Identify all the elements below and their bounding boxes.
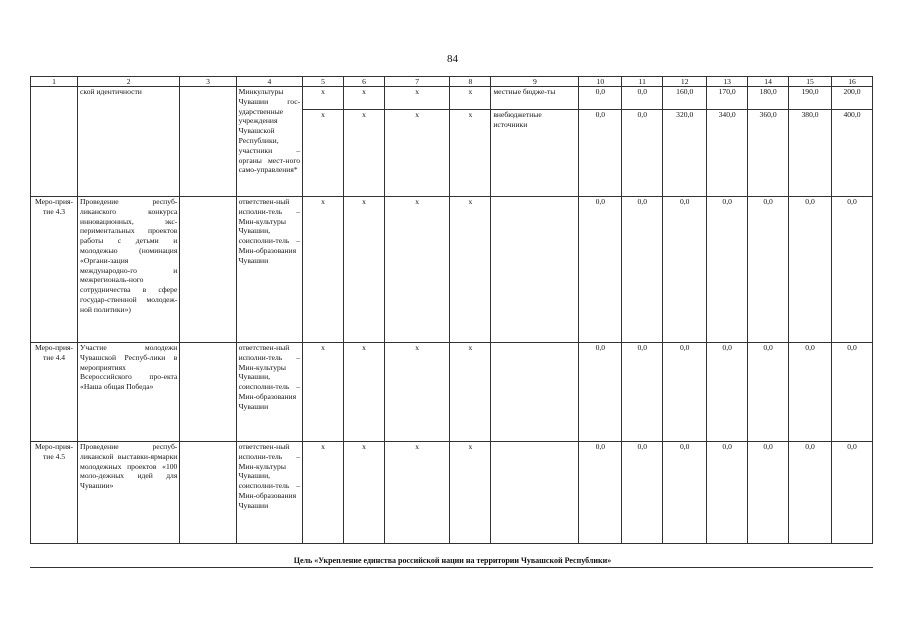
funding-source	[491, 442, 579, 544]
value-cell: 0,0	[622, 87, 663, 110]
cell-c5: x	[303, 442, 344, 544]
table-row	[31, 343, 873, 442]
value-cell: 0,0	[789, 442, 832, 544]
value-cell: 0,0	[663, 197, 707, 343]
value-cell: 200,0	[832, 87, 873, 110]
event-name: Участие молодежи Чувашской Респуб-лики в мероприятиях Всероссийского про-екта «Наша общая Победа»	[78, 343, 180, 442]
value-cell: 0,0	[707, 343, 748, 442]
event-executor: Минкультуры Чувашии гос-ударственные учреждения Чувашской Республики, участники – органы мест-ного само-управления*	[236, 87, 303, 197]
program-table	[30, 76, 873, 544]
value-cell: 0,0	[832, 442, 873, 544]
event-name: Проведение респуб-ликанской выставки-ярмарки молодежных проектов «100 моло-дежных идей для Чувашии»	[78, 442, 180, 544]
event-executor: ответствен-ный исполни-тель – Мин-культуры Чувашии, соисполни-тель – Мин-образования Чувашии	[236, 197, 303, 343]
value-cell: 0,0	[663, 442, 707, 544]
value-cell: 0,0	[789, 197, 832, 343]
cell-c8: x	[450, 87, 491, 110]
cell-c5: x	[303, 110, 344, 197]
column-header: 15	[789, 77, 832, 87]
column-header: 7	[384, 77, 449, 87]
column-header: 6	[344, 77, 385, 87]
value-cell: 0,0	[748, 442, 789, 544]
table-row	[31, 197, 873, 343]
cell-c7: x	[384, 110, 449, 197]
value-cell: 0,0	[622, 442, 663, 544]
cell-c6: x	[344, 442, 385, 544]
funding-source: местные бюдже-ты	[491, 87, 579, 110]
column-header: 11	[622, 77, 663, 87]
event-col3	[180, 87, 236, 197]
value-cell: 0,0	[579, 197, 622, 343]
value-cell: 0,0	[622, 343, 663, 442]
column-header: 13	[707, 77, 748, 87]
value-cell: 0,0	[579, 442, 622, 544]
column-header: 8	[450, 77, 491, 87]
cell-c6: x	[344, 87, 385, 110]
table-row	[31, 87, 873, 110]
value-cell: 380,0	[789, 110, 832, 197]
cell-c8: x	[450, 442, 491, 544]
event-col3	[180, 442, 236, 544]
column-header: 12	[663, 77, 707, 87]
cell-c7: x	[384, 442, 449, 544]
cell-c7: x	[384, 343, 449, 442]
divider	[30, 567, 873, 568]
event-name: ской идентичности	[78, 87, 180, 197]
funding-source	[491, 197, 579, 343]
event-id: Меро-прия-тие 4.4	[31, 343, 78, 442]
funding-source	[491, 343, 579, 442]
value-cell: 0,0	[663, 343, 707, 442]
event-id: Меро-прия-тие 4.3	[31, 197, 78, 343]
value-cell: 160,0	[663, 87, 707, 110]
event-col3	[180, 343, 236, 442]
value-cell: 0,0	[579, 110, 622, 197]
value-cell: 180,0	[748, 87, 789, 110]
table-row	[31, 442, 873, 544]
event-col3	[180, 197, 236, 343]
value-cell: 170,0	[707, 87, 748, 110]
value-cell: 0,0	[579, 87, 622, 110]
cell-c8: x	[450, 197, 491, 343]
value-cell: 0,0	[832, 343, 873, 442]
event-name: Проведение респуб-ликанского конкурса инновационных, экс-периментальных проектов работы с детьми и молодежью (номинация «Органи-зация международно-го и межрегиональ-ного сотрудничества в сфере государ-ственной молодеж-ной политики»)	[78, 197, 180, 343]
value-cell: 0,0	[748, 197, 789, 343]
cell-c6: x	[344, 343, 385, 442]
value-cell: 340,0	[707, 110, 748, 197]
column-header: 3	[180, 77, 236, 87]
cell-c5: x	[303, 87, 344, 110]
cell-c5: x	[303, 197, 344, 343]
column-header: 2	[78, 77, 180, 87]
event-executor: ответствен-ный исполни-тель – Мин-культуры Чувашии, соисполни-тель – Мин-образования Чувашии	[236, 343, 303, 442]
value-cell: 0,0	[748, 343, 789, 442]
cell-c8: x	[450, 110, 491, 197]
cell-c6: x	[344, 110, 385, 197]
page-number: 84	[447, 53, 458, 65]
value-cell: 400,0	[832, 110, 873, 197]
column-header: 16	[832, 77, 873, 87]
column-header: 1	[31, 77, 78, 87]
value-cell: 320,0	[663, 110, 707, 197]
column-header: 14	[748, 77, 789, 87]
cell-c8: x	[450, 343, 491, 442]
cell-c5: x	[303, 343, 344, 442]
value-cell: 0,0	[789, 343, 832, 442]
goal-heading: Цель «Укрепление единства российской нации на территории Чувашской Республики»	[293, 556, 612, 565]
column-number-row	[31, 77, 873, 87]
value-cell: 0,0	[832, 197, 873, 343]
cell-c7: x	[384, 197, 449, 343]
cell-c6: x	[344, 197, 385, 343]
event-id	[31, 87, 78, 197]
value-cell: 0,0	[622, 197, 663, 343]
column-header: 9	[491, 77, 579, 87]
value-cell: 360,0	[748, 110, 789, 197]
value-cell: 190,0	[789, 87, 832, 110]
cell-c7: x	[384, 87, 449, 110]
column-header: 5	[303, 77, 344, 87]
funding-source: внебюджетные источники	[491, 110, 579, 197]
value-cell: 0,0	[707, 197, 748, 343]
event-id: Меро-прия-тие 4.5	[31, 442, 78, 544]
value-cell: 0,0	[579, 343, 622, 442]
event-executor: ответствен-ный исполни-тель – Мин-культуры Чувашии, соисполни-тель – Мин-образования Чувашии	[236, 442, 303, 544]
column-header: 10	[579, 77, 622, 87]
column-header: 4	[236, 77, 303, 87]
value-cell: 0,0	[707, 442, 748, 544]
value-cell: 0,0	[622, 110, 663, 197]
